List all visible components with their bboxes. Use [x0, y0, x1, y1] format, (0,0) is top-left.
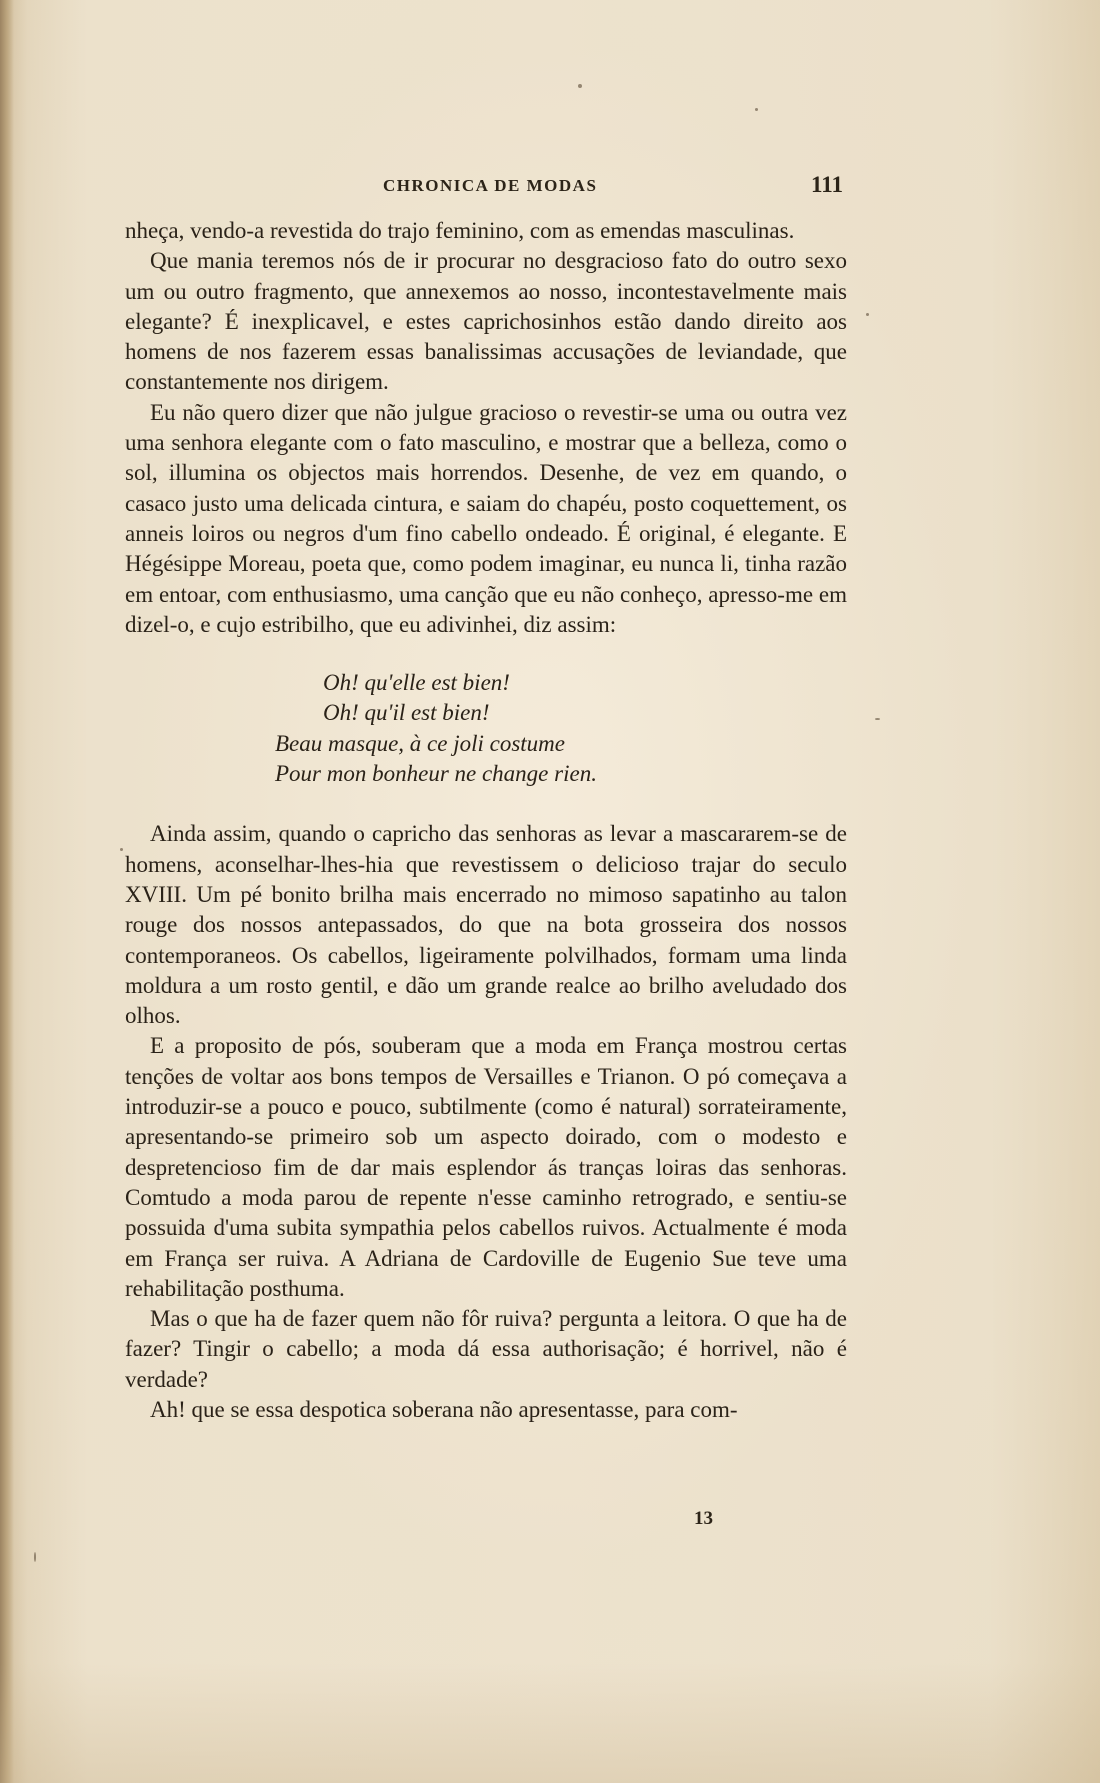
paper-speck [120, 848, 123, 851]
paragraph: Ah! que se essa despotica soberana não apresentasse, para com- [150, 1396, 738, 1422]
paragraph: E a proposito de pós, souberam que a moda em França mostrou certas tenções de voltar aos bons tempos de Versailles e Trianon. O pó começava a introduzir-se a pouco e pouco, subtilmente (como é natural) sorrateiramente, apresentando-se primeiro sob um aspecto doirado, com o modesto e despretencioso fim de dar mais esplendor ás tranças loiras das senhoras. Comtudo a moda parou de repente n'esse caminho retrogrado, e sentiu-se possuida d'uma subita sympathia pelos cabellos ruivos. Actualmente é moda em França ser ruiva. A Adriana de Cardoville de Eugenio Sue teve uma rehabilitação posthuma. [125, 1033, 847, 1301]
paper-speck [875, 718, 880, 720]
body-text [125, 216, 847, 1425]
paragraph: Eu não quero dizer que não julgue gracioso o revestir-se uma ou outra vez uma senhora elegante com o fato masculino, e mostrar que a belleza, como o sol, illumina os objectos mais horrendos. Desenhe, de vez em quando, o casaco justo uma delicada cintura, e saiam do chapéu, posto coquettement, os anneis loiros ou negros d'um fino cabello ondeado. É original, é elegante. E Hégésippe Moreau, poeta que, como podem imaginar, eu nunca li, tinha razão em entoar, com enthusiasmo, uma canção que eu não conheço, apresso-me em dizel-o, e cujo estribilho, que eu adivinhei, diz assim: [125, 399, 847, 637]
verse-line: Pour mon bonheur ne change rien. [275, 761, 597, 787]
paper-speck [755, 108, 758, 111]
paragraph: Mas o que ha de fazer quem não fôr ruiva? pergunta a leitora. O que ha de fazer? Tingir o cabello; a moda dá essa authorisação; é horrivel, não é verdade? [125, 1306, 847, 1392]
signature-mark: 13 [694, 1508, 713, 1529]
verse-line: Oh! qu'elle est bien! [323, 670, 510, 696]
paragraph: Que mania teremos nós de ir procurar no desgracioso fato do outro sexo um ou outro fragmento, que annexemos ao nosso, incontestavelmente mais elegante? É inexplicavel, e estes caprichosinhos estão dando direito aos homens de nos fazerem essas banalissimas accusações de leviandade, que constantemente nos dirigem. [125, 248, 847, 395]
running-title: CHRONICA DE MODAS [383, 176, 598, 195]
paper-speck [34, 1552, 36, 1562]
verse-refrain [125, 668, 847, 789]
paragraph: nheça, vendo-a revestida do trajo feminino, com as emendas masculinas. [125, 218, 795, 243]
verse-line: Oh! qu'il est bien! [323, 700, 490, 726]
page-number: 111 [811, 172, 843, 197]
paper-speck [866, 313, 869, 316]
verse-line: Beau masque, à ce joli costume [275, 730, 565, 756]
page-header [125, 172, 843, 202]
paragraph: Ainda assim, quando o capricho das senhoras as levar a mascararem-se de homens, aconselhar-lhes-hia que revestissem o delicioso trajar do seculo XVIII. Um pé bonito brilha mais encerrado no mimoso sapatinho au talon rouge dos nossos antepassados, do que na bota grosseira dos nossos contemporaneos. Os cabellos, ligeiramente polvilhados, formam uma linda moldura a um rosto gentil, e dão um grande realce ao brilho aveludado dos olhos. [125, 821, 847, 1029]
paper-speck [578, 84, 582, 88]
